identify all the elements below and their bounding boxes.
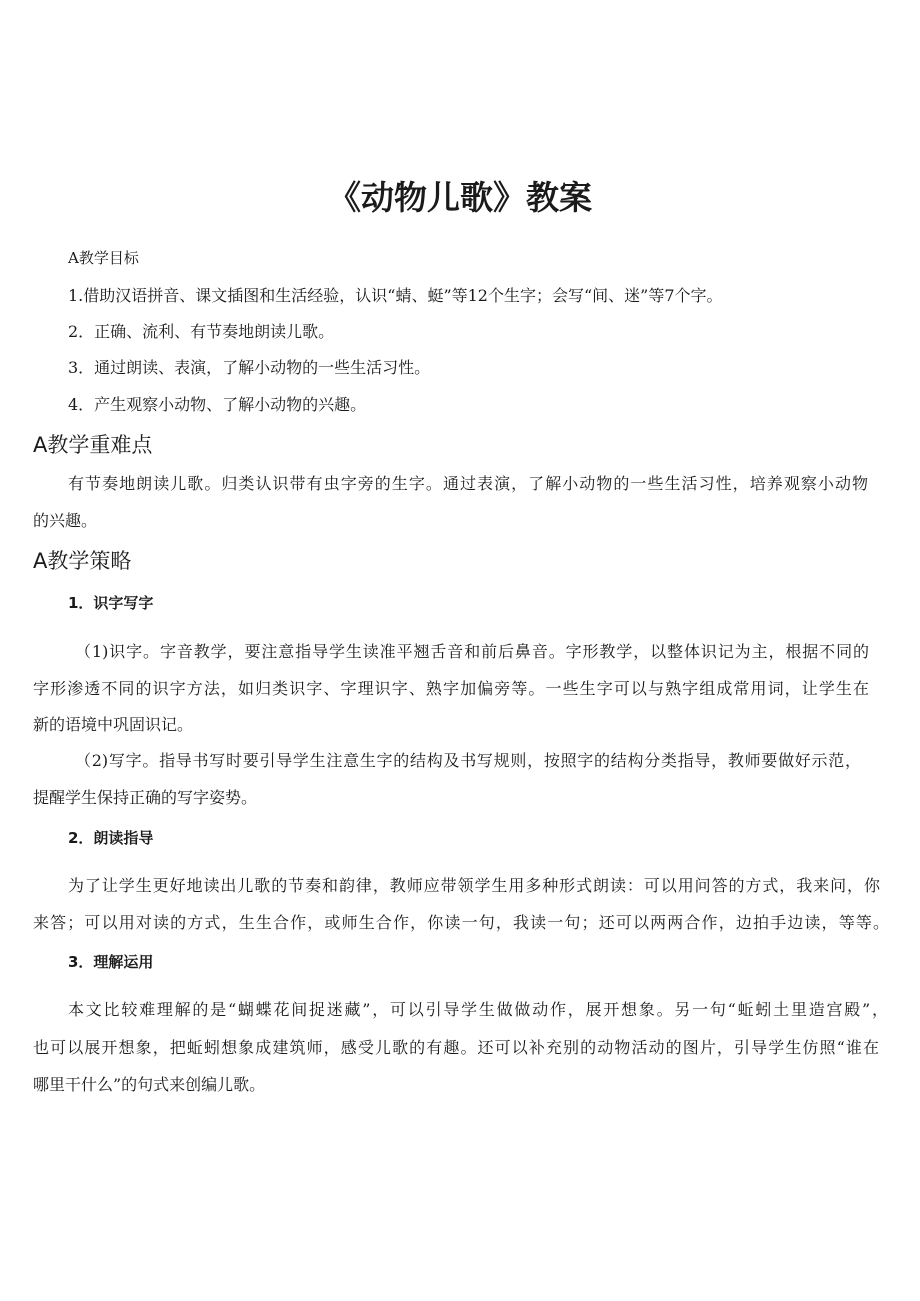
- strategy-1-p1-line-3: 新的语境中巩固识记。: [33, 715, 194, 734]
- objective-item-2: 2．正确、流利、有节奏地朗读儿歌。: [68, 322, 335, 341]
- strategy-3-line-2: 也可以展开想象，把蚯蚓想象成建筑师，感受儿歌的有趣。还可以补充别的动物活动的图片，引导学生仿照“谁在: [33, 1038, 879, 1057]
- strategy-1-p2-line-2: 提醒学生保持正确的写字姿势。: [33, 788, 258, 807]
- strategy-1-title: 1．识字写字: [68, 594, 154, 612]
- objective-item-4: 4．产生观察小动物、了解小动物的兴趣。: [68, 395, 367, 414]
- strategies-heading: A教学策略: [33, 549, 132, 573]
- key-points-heading: A教学重难点: [33, 433, 153, 457]
- strategy-3-line-3: 哪里干什么”的句式来创编儿歌。: [33, 1075, 266, 1094]
- objectives-heading: A教学目标: [68, 249, 139, 267]
- strategy-2-line-2: 来答；可以用对读的方式，生生合作，或师生合作，你读一句，我读一句；还可以两两合作，边拍手边读，等等。: [33, 913, 889, 932]
- strategy-3-title: 3．理解运用: [68, 953, 154, 971]
- document-title: 《动物儿歌》教案: [328, 178, 592, 217]
- strategy-1-p2-line-1: （2)写字。指导书写时要引导学生注意生字的结构及书写规则，按照字的结构分类指导，教师要做好示范，: [75, 751, 861, 770]
- strategy-1-p1-line-2: 字形渗透不同的识字方法，如归类识字、字理识字、熟字加偏旁等。一些生字可以与熟字组成常用词，让学生在: [33, 679, 869, 698]
- objective-item-3: 3．通过朗读、表演，了解小动物的一些生活习性。: [68, 358, 431, 377]
- objective-item-1: 1.借助汉语拼音、课文插图和生活经验，认识“蜻、蜓”等12个生字；会写“间、迷”等7个字。: [68, 286, 723, 305]
- strategy-1-p1-line-1: （1)识字。字音教学，要注意指导学生读准平翘舌音和前后鼻音。字形教学，以整体识记为主，根据不同的: [75, 642, 869, 661]
- key-points-line-1: 有节奏地朗读儿歌。归类认识带有虫字旁的生字。通过表演，了解小动物的一些生活习性，培养观察小动物: [68, 474, 868, 493]
- key-points-line-2: 的兴趣。: [33, 511, 98, 530]
- strategy-2-line-1: 为了让学生更好地读出儿歌的节奏和韵律，教师应带领学生用多种形式朗读：可以用问答的方式，我来问，你: [68, 876, 880, 895]
- strategy-3-line-1: 本文比较难理解的是“蝴蝶花间捉迷藏”，可以引导学生做做动作，展开想象。另一句“蚯蚓土里造宫殿”，: [68, 1000, 888, 1019]
- strategy-2-title: 2．朗读指导: [68, 829, 154, 847]
